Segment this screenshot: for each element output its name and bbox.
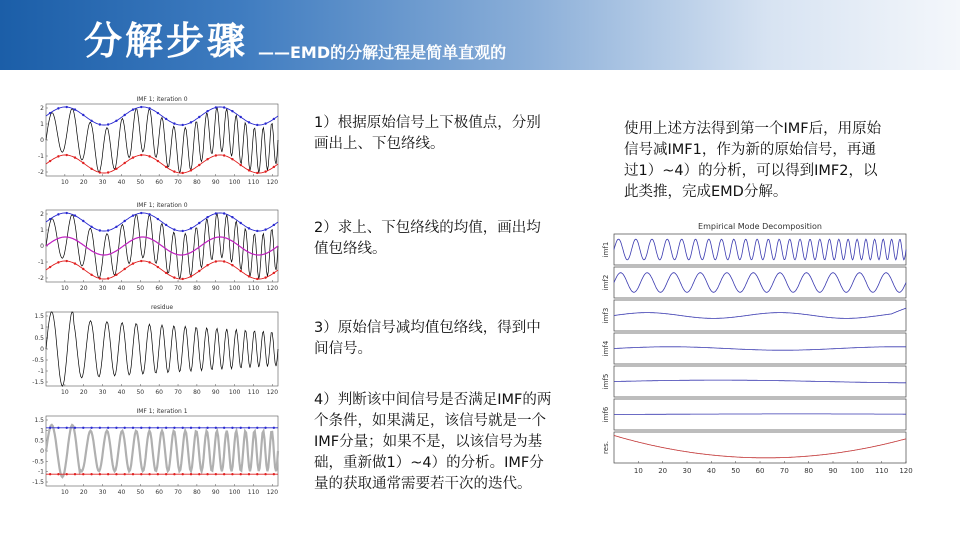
maxima-point [273,224,275,226]
y-tick-label: -0.5 [32,458,44,466]
y-tick-label: 1 [40,427,44,435]
y-tick-label: 1 [40,227,44,234]
minima-point [215,260,217,262]
minima-point [198,270,200,272]
maxima-point [248,121,250,123]
minima-point [115,274,117,276]
step-2-text: 2）求上、下包络线的均值，画出均值包络线。 [314,220,541,257]
x-tick-label: 70 [174,389,182,396]
maxima-point [115,226,117,228]
plot-mean-envelope [30,198,282,296]
maxima-point [173,427,175,429]
maxima-point [215,212,217,214]
minima-point [66,154,68,156]
x-tick-label: 120 [266,285,279,292]
maxima-point [132,427,134,429]
y-tick-label: -1.5 [32,379,44,386]
x-tick-label: 110 [247,389,260,396]
minima-point [198,164,200,166]
x-tick-label: 20 [79,389,88,396]
emd-x-tick-label: 10 [633,467,643,475]
maxima-point [49,218,51,220]
y-tick-label: 0 [40,346,44,353]
y-tick-label: -0.5 [32,357,44,364]
maxima-point [248,427,250,429]
maxima-point [240,116,242,118]
maxima-point [256,427,258,429]
emd-row-label: imf5 [602,373,610,390]
minima-point [132,156,134,158]
emd-row-label: imf2 [602,274,610,291]
maxima-point [140,106,142,108]
maxima-point [74,214,76,216]
maxima-point [90,427,92,429]
minima-point [132,473,134,475]
minima-point [198,473,200,475]
y-tick-label: 1.5 [34,313,44,320]
emd-row-label: res. [602,441,610,454]
maxima-point [182,230,184,232]
plot-title: IMF 1; iteration 0 [136,96,188,103]
minima-point [99,171,101,173]
minima-point [273,473,275,475]
minima-point [99,277,101,279]
x-tick-label: 30 [98,285,107,292]
maxima-point [66,212,68,214]
x-tick-label: 100 [228,389,241,396]
maxima-point [240,427,242,429]
plot-iteration-1 [30,404,282,500]
maxima-point [206,216,208,218]
maxima-point [57,213,59,215]
minima-point [223,260,225,262]
step-3-text: 3）原始信号减均值包络线，得到中间信号。 [314,320,541,357]
maxima-point [240,222,242,224]
x-tick-label: 70 [174,285,182,292]
minima-point [49,160,51,162]
minima-point [57,155,59,157]
minima-point [165,272,167,274]
maxima-point [74,427,76,429]
minima-point [66,473,68,475]
maxima-point [256,124,258,126]
maxima-point [148,427,150,429]
minima-point [107,171,109,173]
minima-point [140,473,142,475]
emd-row-label: imf4 [602,340,610,357]
step-1-text: 1）根据原始信号上下极值点，分别画出上、下包络线。 [314,115,541,152]
x-tick-label: 90 [211,179,220,186]
maxima-point [215,106,217,108]
minima-point [157,266,159,268]
maxima-point [264,427,266,429]
emd-row-label: imf3 [602,307,610,324]
minima-point [165,166,167,168]
maxima-point [198,427,200,429]
emd-x-tick-label: 100 [850,467,865,475]
emd-x-tick-label: 20 [658,467,668,475]
minima-point [215,473,217,475]
maxima-point [57,107,59,109]
minima-point [182,172,184,174]
minima-point [57,473,59,475]
maxima-point [206,110,208,112]
minima-point [215,154,217,156]
maxima-point [124,427,126,429]
x-tick-label: 90 [211,489,220,496]
maxima-point [264,228,266,230]
maxima-point [49,112,51,114]
maxima-point [173,228,175,230]
x-tick-label: 100 [228,489,241,496]
y-tick-label: -2 [38,169,44,176]
minima-point [148,155,150,157]
x-tick-label: 70 [174,489,182,496]
maxima-point [165,224,167,226]
minima-point [115,168,117,170]
x-tick-label: 90 [211,389,220,396]
minima-point [206,473,208,475]
maxima-point [99,427,101,429]
minima-point [264,276,266,278]
minima-point [74,262,76,264]
maxima-point [190,427,192,429]
minima-point [66,260,68,262]
maxima-point [132,108,134,110]
emd-x-tick-label: 70 [779,467,789,475]
maxima-point [206,427,208,429]
minima-point [99,473,101,475]
x-tick-label: 40 [117,489,126,496]
minima-point [124,162,126,164]
y-tick-label: 1 [40,324,44,331]
maxima-point [90,120,92,122]
minima-point [57,261,59,263]
x-tick-label: 50 [136,489,145,496]
emd-title: Empirical Mode Decomposition [698,222,822,231]
y-tick-label: 0.5 [34,437,44,445]
maxima-point [231,427,233,429]
x-tick-label: 80 [193,489,201,496]
summary-text: 使用上述方法得到第一个IMF后，用原始信号减IMF1，作为新的原始信号，再通过1）~4）的分析，可以得到IMF2，以此类推，完成EMD分解。 [624,121,882,200]
minima-point [140,154,142,156]
maxima-point [148,213,150,215]
x-tick-label: 120 [266,389,279,396]
emd-x-tick-label: 90 [828,467,838,475]
minima-point [231,264,233,266]
header-banner [0,0,960,70]
maxima-point [115,120,117,122]
maxima-point [231,216,233,218]
minima-point [90,473,92,475]
emd-x-tick-label: 120 [899,467,913,475]
maxima-point [124,220,126,222]
minima-point [82,473,84,475]
maxima-point [74,108,76,110]
minima-point [173,473,175,475]
maxima-point [57,427,59,429]
minima-point [74,156,76,158]
emd-x-tick-label: 40 [706,467,716,475]
x-tick-label: 60 [155,285,163,292]
minima-point [124,268,126,270]
maxima-point [107,427,109,429]
x-tick-label: 110 [247,285,260,292]
x-tick-label: 10 [61,179,69,186]
minima-point [157,160,159,162]
maxima-point [264,122,266,124]
x-tick-label: 100 [228,179,241,186]
maxima-point [90,226,92,228]
maxima-point [190,121,192,123]
minima-point [82,268,84,270]
maxima-point [165,427,167,429]
x-tick-label: 10 [61,285,69,292]
x-tick-label: 10 [61,489,69,496]
x-tick-label: 20 [79,285,88,292]
minima-point [82,162,84,164]
minima-point [173,276,175,278]
x-tick-label: 60 [155,489,163,496]
plot-title: IMF 1; iteration 0 [136,202,188,209]
emd-row-frame [614,366,906,397]
minima-point [248,275,250,277]
minima-point [231,158,233,160]
y-tick-label: 2 [40,211,44,218]
x-tick-label: 80 [193,179,201,186]
x-tick-label: 110 [247,489,260,496]
emd-x-tick-label: 50 [731,467,741,475]
step-4-text: 4）判断该中间信号是否满足IMF的两个条件，如果满足，该信号就是一个IMF分量；如果不是，以该信号为基础，重新做1）~4）的分析。IMF分量的获取通常需要若干次的迭代。 [314,392,552,492]
minima-point [49,473,51,475]
maxima-point [82,114,84,116]
x-tick-label: 30 [98,489,107,496]
emd-decomposition-figure [590,218,920,490]
x-tick-label: 40 [117,285,126,292]
minima-point [240,473,242,475]
emd-x-tick-label: 80 [804,467,814,475]
maxima-point [107,123,109,125]
y-tick-label: -1 [38,153,44,160]
emd-row-label: imf6 [602,406,610,423]
y-tick-label: -1.5 [32,479,44,486]
maxima-point [66,427,68,429]
x-tick-label: 50 [136,389,145,396]
emd-row-frame [614,300,906,331]
minima-point [248,473,250,475]
emd-x-tick-label: 60 [755,467,765,475]
maxima-point [248,227,250,229]
maxima-point [173,122,175,124]
minima-point [240,270,242,272]
minima-point [264,473,266,475]
maxima-point [140,427,142,429]
maxima-point [82,427,84,429]
y-tick-label: 2 [40,105,44,112]
maxima-point [165,118,167,120]
maxima-point [190,227,192,229]
x-tick-label: 30 [98,389,107,396]
x-tick-label: 120 [266,489,279,496]
page-subtitle: ——EMD的分解过程是简单直观的 [258,43,507,62]
x-tick-label: 60 [155,389,163,396]
y-tick-label: 0.5 [34,335,44,342]
plot-residue [30,300,282,400]
emd-row-frame [614,432,906,463]
minima-point [190,473,192,475]
y-tick-label: 0 [40,137,44,144]
minima-point [124,473,126,475]
x-tick-label: 120 [266,179,279,186]
minima-point [256,172,258,174]
minima-point [157,473,159,475]
x-tick-label: 30 [98,179,107,186]
x-tick-label: 40 [117,389,126,396]
y-tick-label: -1 [38,368,44,375]
page-title: 分解步骤 [84,18,249,63]
x-tick-label: 50 [136,285,145,292]
maxima-point [124,114,126,116]
maxima-point [198,116,200,118]
maxima-point [99,229,101,231]
maxima-point [223,106,225,108]
minima-point [264,170,266,172]
minima-point [273,166,275,168]
minima-point [90,274,92,276]
minima-point [90,168,92,170]
minima-point [148,473,150,475]
x-tick-label: 20 [79,179,88,186]
minima-point [148,261,150,263]
emd-x-tick-label: 30 [682,467,692,475]
minima-point [182,473,184,475]
maxima-point [256,230,258,232]
maxima-point [157,218,159,220]
maxima-point [66,106,68,108]
maxima-point [49,427,51,429]
maxima-point [273,427,275,429]
minima-point [190,275,192,277]
maxima-point [140,212,142,214]
y-tick-label: -1 [38,468,44,476]
minima-point [273,272,275,274]
maxima-point [231,110,233,112]
maxima-point [223,212,225,214]
minima-point [182,278,184,280]
maxima-point [198,222,200,224]
minima-point [49,266,51,268]
x-tick-label: 80 [193,285,201,292]
maxima-point [148,107,150,109]
minima-point [132,262,134,264]
emd-x-tick-label: 110 [874,467,889,475]
maxima-point [215,427,217,429]
x-tick-label: 60 [155,179,163,186]
maxima-point [182,427,184,429]
maxima-point [273,118,275,120]
x-tick-label: 100 [228,285,241,292]
x-tick-label: 40 [117,179,126,186]
minima-point [223,154,225,156]
minima-point [74,473,76,475]
minima-point [206,264,208,266]
y-tick-label: 1.5 [34,417,44,424]
x-tick-label: 80 [193,389,201,396]
plot-title: IMF 1; iteration 1 [136,408,188,415]
maxima-point [115,427,117,429]
maxima-point [99,123,101,125]
y-tick-label: -1 [38,259,44,266]
y-tick-label: 1 [40,121,44,128]
minima-point [231,473,233,475]
minima-point [140,260,142,262]
maxima-point [223,427,225,429]
y-tick-label: 0 [40,448,44,455]
x-tick-label: 20 [79,489,88,496]
minima-point [165,473,167,475]
x-tick-label: 70 [174,179,182,186]
maxima-point [107,229,109,231]
plot-title: residue [150,304,174,311]
y-tick-label: 0 [40,243,44,250]
minima-point [248,169,250,171]
minima-point [190,169,192,171]
maxima-point [82,220,84,222]
y-tick-label: -2 [38,275,44,282]
x-tick-label: 50 [136,179,145,186]
x-tick-label: 90 [211,285,220,292]
minima-point [256,278,258,280]
x-tick-label: 10 [61,389,69,396]
maxima-point [157,112,159,114]
minima-point [115,473,117,475]
maxima-point [157,427,159,429]
minima-point [223,473,225,475]
minima-point [173,170,175,172]
minima-point [206,158,208,160]
emd-row-frame [614,333,906,364]
minima-point [240,164,242,166]
minima-point [256,473,258,475]
minima-point [107,277,109,279]
x-tick-label: 110 [247,179,260,186]
plot-envelopes [30,92,282,190]
minima-point [107,473,109,475]
maxima-point [132,214,134,216]
maxima-point [182,124,184,126]
emd-row-label: imf1 [602,241,610,258]
